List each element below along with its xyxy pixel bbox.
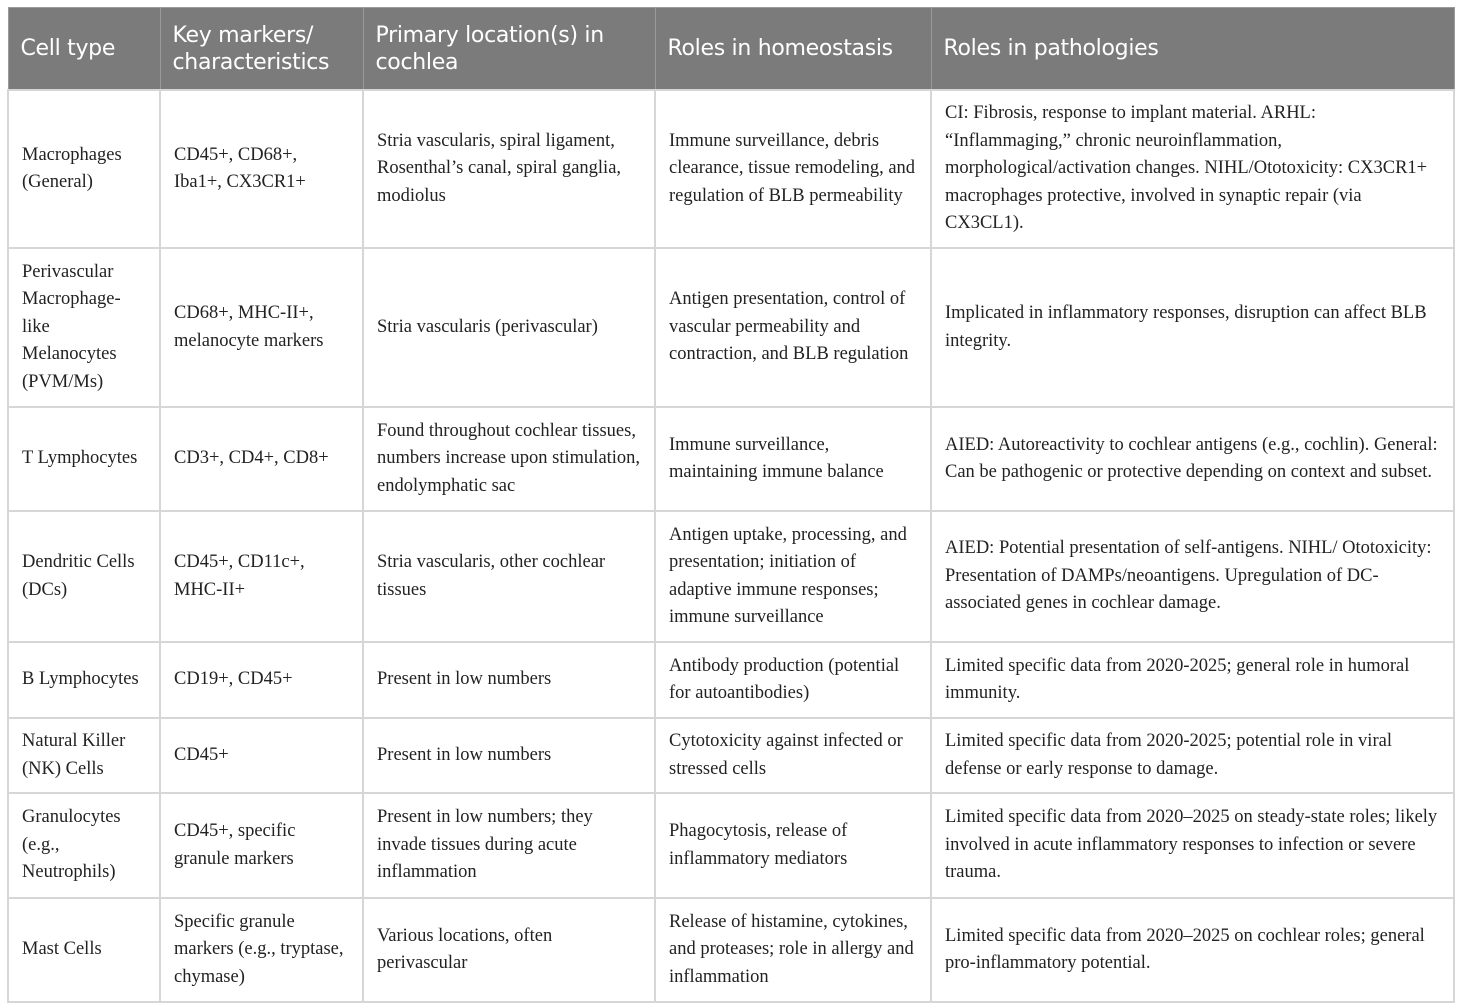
cell-type-cell: Dendritic Cells (DCs) [8,511,160,642]
homeostasis-role-cell: Immune surveillance, debris clearance, tissue remodeling, and regulation of BLB permeability [655,90,931,248]
pathology-role-cell: CI: Fibrosis, response to implant material. ARHL: “Inflammaging,” chronic neuroinflammation, morphological/activation changes. NIHL/Ototoxicity: CX3CR1+ macrophages protective, involved in synaptic repair (via CX3CL1). [931,90,1454,248]
key-markers-cell: CD3+, CD4+, CD8+ [160,407,363,511]
location-cell: Stria vascularis, spiral ligament, Rosenthal’s canal, spiral ganglia, modiolus [363,90,655,248]
cell-types-table [7,7,1455,1003]
pathology-role-cell: AIED: Potential presentation of self-antigens. NIHL/ Ototoxicity: Presentation of DAMPs/neoantigens. Upregulation of DC-associated genes in cochlear damage. [931,511,1454,642]
cell-type-cell: Perivascular Macrophage-like Melanocytes (PVM/Ms) [8,248,160,407]
table-row [8,642,1454,718]
homeostasis-role-cell: Cytotoxicity against infected or stressed cells [655,718,931,793]
table-row [8,248,1454,407]
table-row [8,90,1454,248]
cell-type-cell: Granulocytes (e.g., Neutrophils) [8,793,160,898]
pathology-role-cell: Limited specific data from 2020–2025 on cochlear roles; general pro-inflammatory potential. [931,898,1454,1002]
location-cell: Present in low numbers; they invade tissues during acute inflammation [363,793,655,898]
header-row [8,8,1454,91]
cell-type-cell: T Lymphocytes [8,407,160,511]
key-markers-cell: CD45+ [160,718,363,793]
header-homeostasis: Roles in homeostasis [655,8,931,91]
table-row [8,718,1454,793]
homeostasis-role-cell: Antibody production (potential for autoantibodies) [655,642,931,718]
location-cell: Stria vascularis, other cochlear tissues [363,511,655,642]
pathology-role-cell: Limited specific data from 2020–2025 on steady-state roles; likely involved in acute inflammatory responses to infection or severe trauma. [931,793,1454,898]
pathology-role-cell: AIED: Autoreactivity to cochlear antigens (e.g., cochlin). General: Can be pathogenic or protective depending on context and subset. [931,407,1454,511]
homeostasis-role-cell: Antigen presentation, control of vascular permeability and contraction, and BLB regulation [655,248,931,407]
location-cell: Present in low numbers [363,718,655,793]
header-location: Primary location(s) in cochlea [363,8,655,91]
key-markers-cell: CD45+, CD11c+, MHC-II+ [160,511,363,642]
key-markers-cell: CD45+, specific granule markers [160,793,363,898]
key-markers-cell: CD68+, MHC-II+, melanocyte markers [160,248,363,407]
cell-type-cell: Macrophages (General) [8,90,160,248]
pathology-role-cell: Implicated in inflammatory responses, disruption can affect BLB integrity. [931,248,1454,407]
homeostasis-role-cell: Phagocytosis, release of inflammatory mediators [655,793,931,898]
table-row [8,511,1454,642]
key-markers-cell: CD19+, CD45+ [160,642,363,718]
table-row [8,407,1454,511]
location-cell: Found throughout cochlear tissues, numbers increase upon stimulation, endolymphatic sac [363,407,655,511]
location-cell: Present in low numbers [363,642,655,718]
table-row [8,793,1454,898]
homeostasis-role-cell: Release of histamine, cytokines, and proteases; role in allergy and inflammation [655,898,931,1002]
location-cell: Various locations, often perivascular [363,898,655,1002]
homeostasis-role-cell: Immune surveillance, maintaining immune balance [655,407,931,511]
header-pathologies: Roles in pathologies [931,8,1454,91]
cell-type-cell: B Lymphocytes [8,642,160,718]
cell-type-cell: Natural Killer (NK) Cells [8,718,160,793]
cell-type-cell: Mast Cells [8,898,160,1002]
header-key-markers: Key markers/ characteristics [160,8,363,91]
key-markers-cell: CD45+, CD68+, Iba1+, CX3CR1+ [160,90,363,248]
table-row [8,898,1454,1002]
key-markers-cell: Specific granule markers (e.g., tryptase, chymase) [160,898,363,1002]
pathology-role-cell: Limited specific data from 2020-2025; potential role in viral defense or early response to damage. [931,718,1454,793]
homeostasis-role-cell: Antigen uptake, processing, and presentation; initiation of adaptive immune responses; immune surveillance [655,511,931,642]
pathology-role-cell: Limited specific data from 2020-2025; general role in humoral immunity. [931,642,1454,718]
location-cell: Stria vascularis (perivascular) [363,248,655,407]
header-cell-type: Cell type [8,8,160,91]
